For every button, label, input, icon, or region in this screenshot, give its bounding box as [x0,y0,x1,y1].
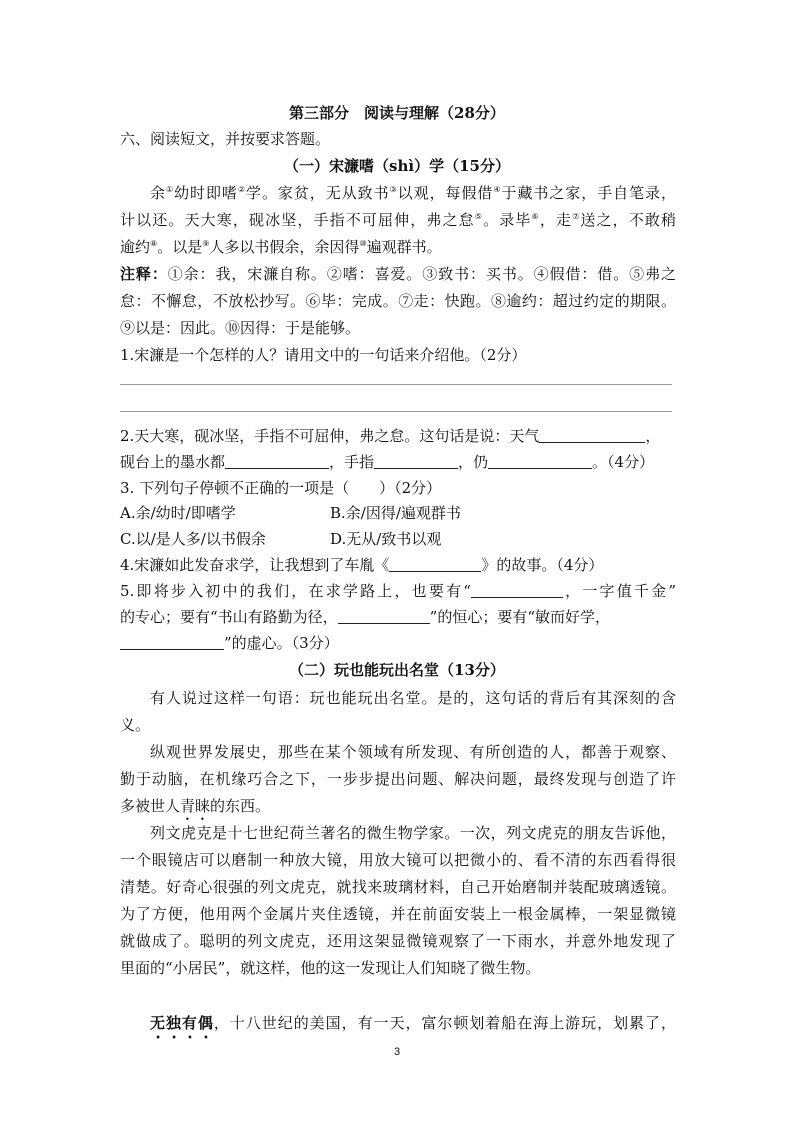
question-4: 4.宋濂如此发奋求学，让我想到了车胤《 》的故事。（4分） [120,556,604,574]
option-d[interactable]: D.无从/致书以观 [330,530,442,548]
passage2-paragraph: 无独有偶，十八世纪的美国，有一天，富尔顿划着船在海上游玩，划累了， [150,1014,676,1032]
emphasized-word: 青睐 [180,797,211,815]
passage1-line3: 逾约⑧。以是⑨人多以书假余，余因得⑩遍观群书。 [120,238,442,256]
passage2-paragraph: 列文虎克是十七世纪荷兰著名的微生物学家。一次，列文虎克的朋友告诉他， [150,824,676,842]
fill-blank[interactable] [389,557,481,572]
fill-blank[interactable] [471,583,563,598]
option-b[interactable]: B.余/因得/遍观群书 [330,504,461,522]
passage2-paragraph: 一个眼镜店可以磨制一种放大镜，用放大镜可以把微小的、看不清的东西看得很 [120,851,676,869]
section-heading: 六、阅读短文，并按要求答题。 [120,130,331,148]
question-5: 5.即将步入初中的我们，在求学路上，也要有“ ，一字值千金” [120,582,677,600]
emphasized-word: 无独有偶 [150,1014,214,1032]
fill-blank[interactable] [225,454,329,469]
passage1-line1: 余①幼时即嗜②学。家贫，无从致书③以观，每假借④于藏书之家，手自笔录， [150,184,676,202]
notes-label: 注释： [120,265,168,283]
passage2-paragraph: 为了方便，他用两个金属片夹住透镜，并在前面安装上一根金属棒，一架显微镜 [120,905,676,923]
answer-line[interactable] [120,411,672,412]
fill-blank[interactable] [338,609,430,624]
passage2-paragraph: 里面的“小居民”，就这样，他的这一发现让人们知晓了微生物。 [120,959,541,977]
fill-blank[interactable] [374,454,458,469]
passage1-title: （一）宋濂嗜（shì）学（15分） [284,157,510,175]
notes-line3: ⑨以是：因此。⑩因得：于是能够。 [120,319,361,337]
fill-blank[interactable] [539,428,645,443]
options-row [0,503,794,523]
notes-line1: 注释：①余：我，宋濂自称。②嗜：喜爱。③致书：买书。④假借：借。⑤弗之 [120,265,676,283]
passage2-title: （二）玩也能玩出名堂（13分） [289,661,505,679]
answer-line[interactable] [120,384,672,385]
question-5-cont: 的专心；要有“书山有路勤为径， ”的恒心；要有“敏而好学， [120,608,611,626]
part-title: 第三部分 阅读与理解（28分） [289,104,505,122]
option-a[interactable]: A.余/幼时/即嗜学 [120,504,236,522]
options-row [0,529,794,549]
fill-blank[interactable] [120,635,224,650]
fill-blank[interactable] [488,454,592,469]
question-2: 2.天大寒，砚冰坚，手指不可屈伸，弗之怠。这句话是说：天气 ， [120,427,661,445]
notes-line2: 怠：不懈怠，不放松抄写。⑥毕：完成。⑦走：快跑。⑧逾约：超过约定的期限。 [120,292,676,310]
question-3: 3. 下列句子停顿不正确的一项是（ ）（2分） [120,479,442,497]
option-c[interactable]: C.以/是人多/以书假余 [120,530,266,548]
passage2-paragraph: 多被世人青睐的东西。 [120,797,271,815]
passage2-paragraph: 就做成了。聪明的列文虎克，还用这架显微镜观察了一下雨水，并意外地发现了 [120,932,676,950]
question-2-cont: 砚台上的墨水都 ，手指 ，仍 。（4分） [120,453,655,471]
question-1: 1.宋濂是一个怎样的人？请用文中的一句话来介绍他。（2分） [120,346,527,364]
passage2-paragraph: 勤于动脑，在机缘巧合之下，一步步提出问题、解决问题，最终发现与创造了许 [120,770,676,788]
passage1-line2: 计以还。天大寒，砚冰坚，手指不可屈伸，弗之怠⑤。录毕⑥，走⑦送之，不敢稍 [120,211,677,229]
passage2-paragraph: 义。 [120,716,151,734]
question-5-cont: ”的虚心。（3分） [120,633,676,653]
passage2-paragraph: 有人说过这样一句语：玩也能玩出名堂。是的，这句话的背后有其深刻的含 [150,689,676,707]
passage2-paragraph: 清楚。好奇心很强的列文虎克，就找来玻璃材料，自己开始磨制并装配玻璃透镜。 [120,878,676,896]
passage2-paragraph: 纵观世界发展史，那些在某个领域有所发现、有所创造的人，都善于观察、 [150,743,676,761]
page-number: 3 [393,1046,401,1058]
